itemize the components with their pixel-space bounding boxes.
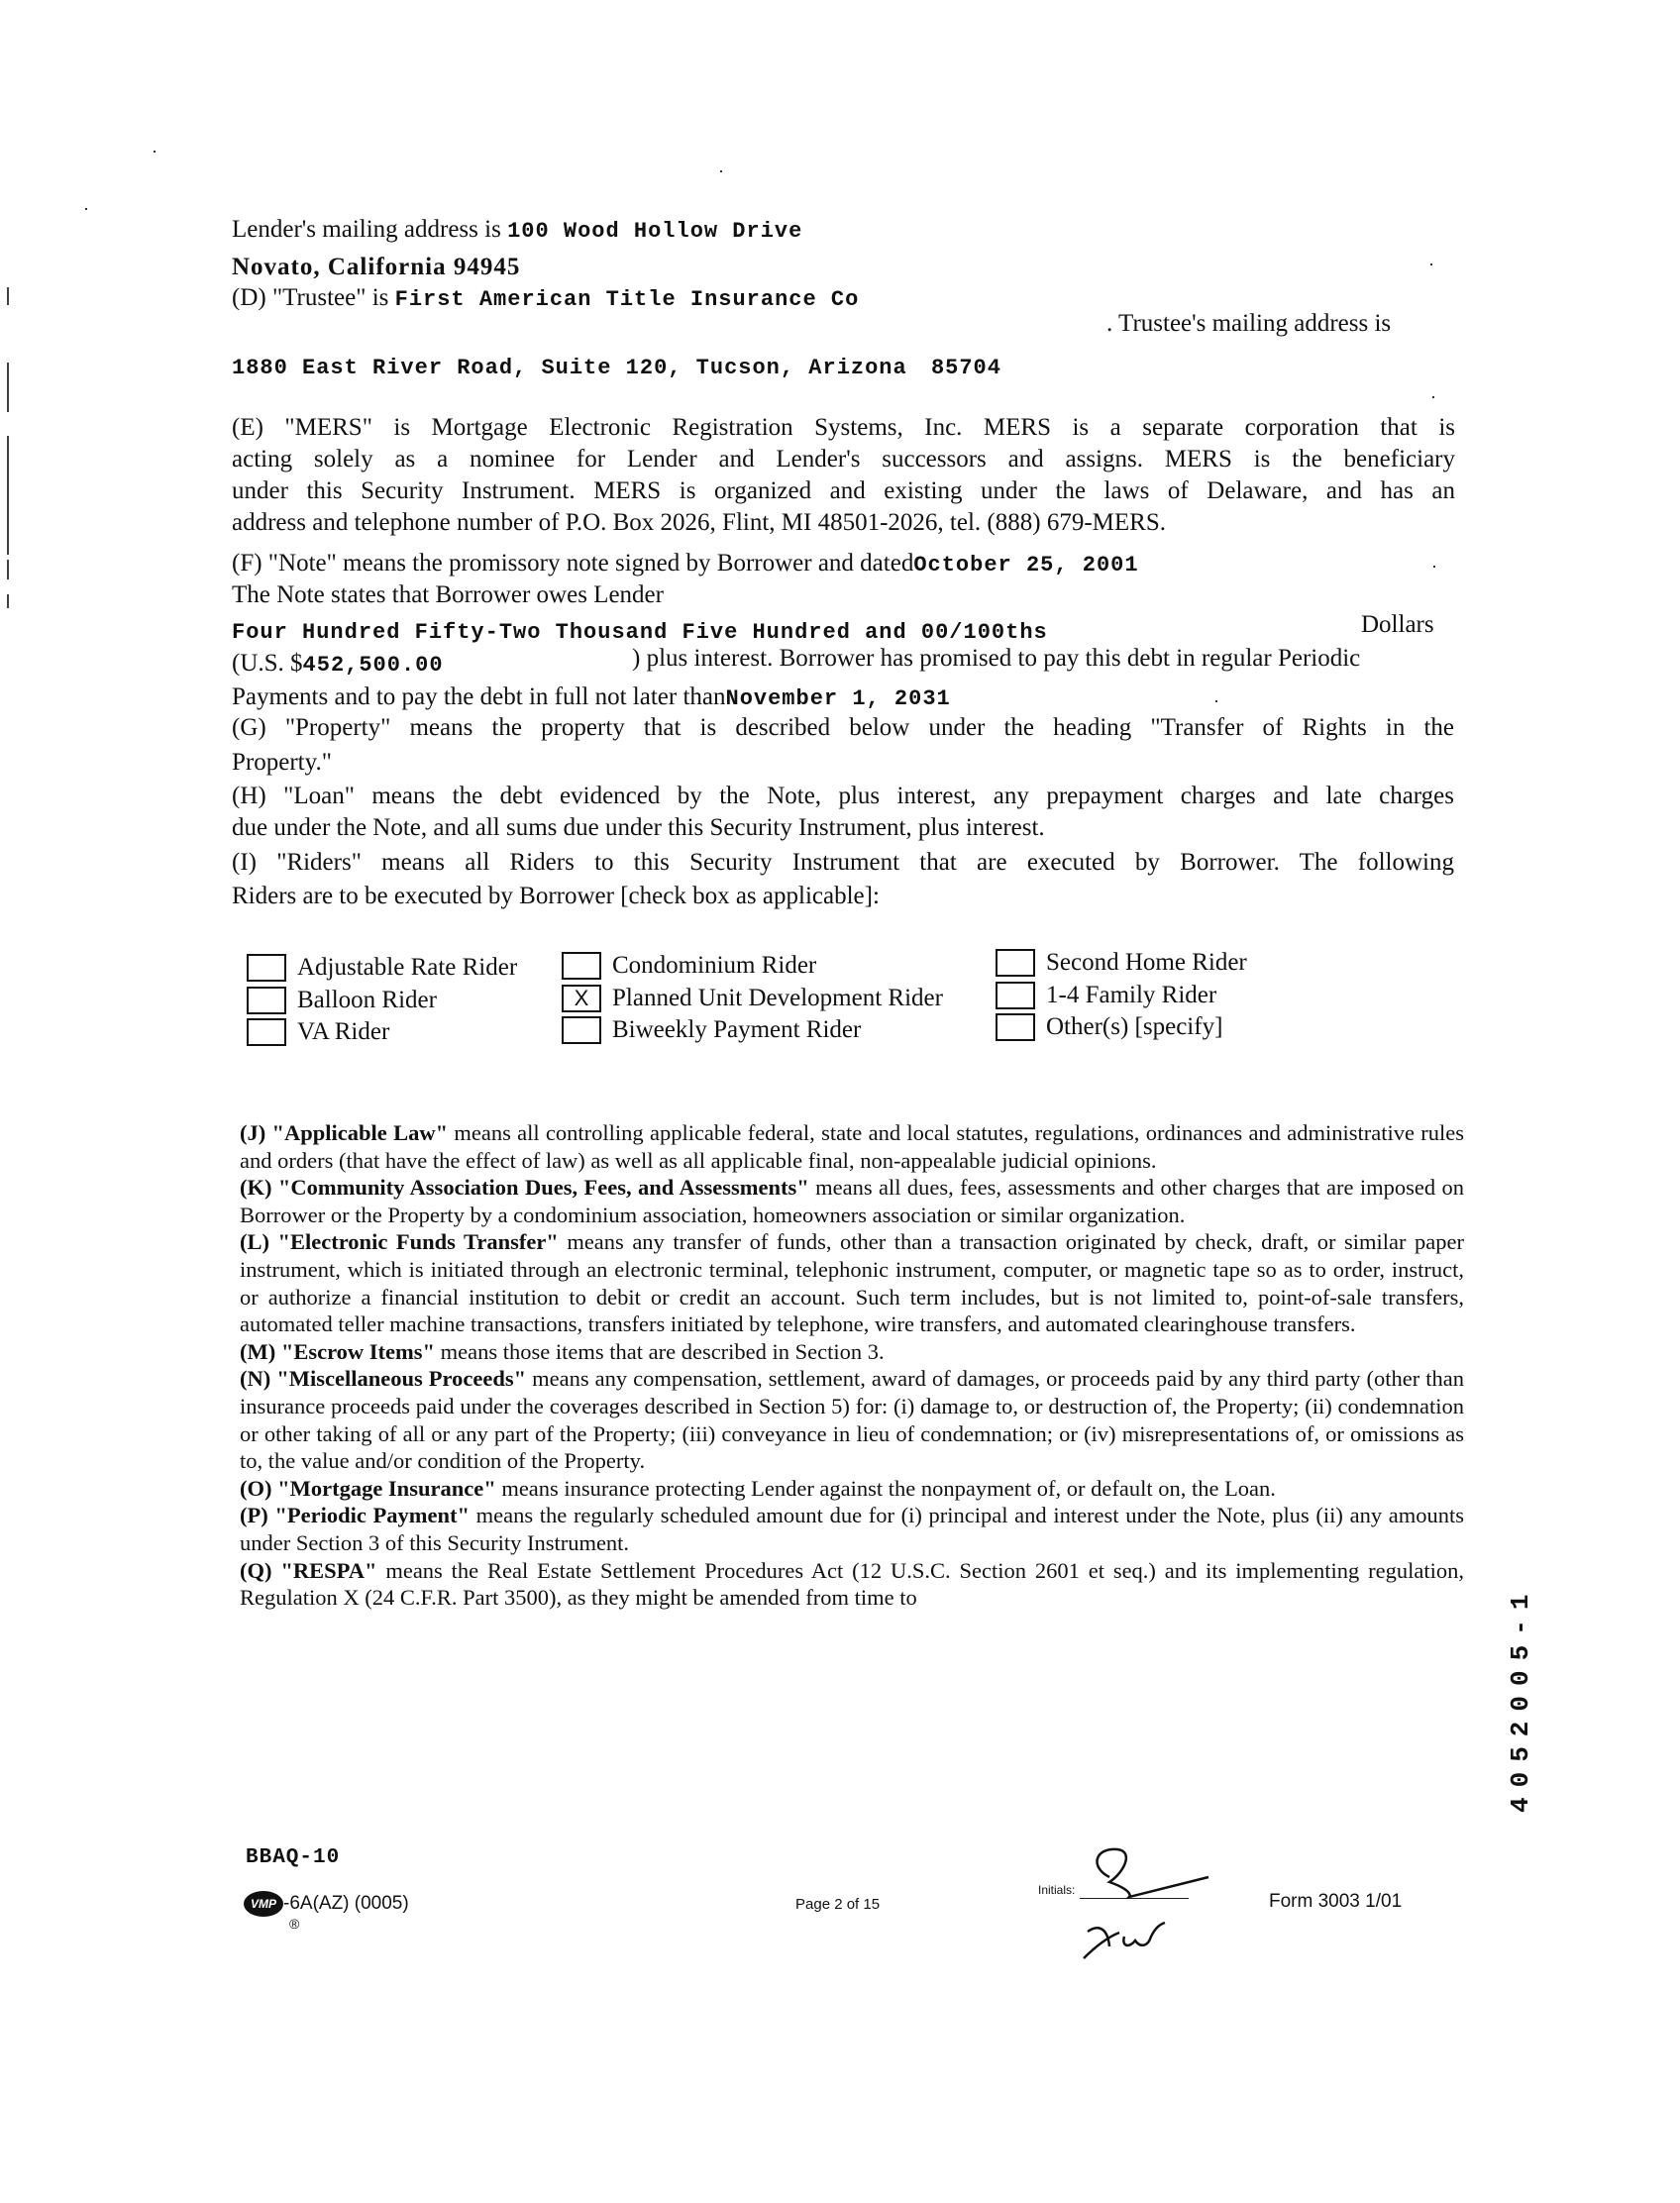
riders-line-2: Riders are to be executed by Borrower [check box as applicable]: bbox=[232, 883, 880, 909]
checkbox-second-home-rider[interactable] bbox=[996, 949, 1035, 977]
trustee-address: 1880 East River Road, Suite 120, Tucson, Arizona bbox=[232, 356, 907, 380]
lender-address-line1: 100 Wood Hollow Drive bbox=[507, 219, 803, 244]
footer-page-number: Page 2 of 15 bbox=[795, 1896, 881, 1913]
definition-text: means the regularly scheduled amount due for (i) principal and interest under the Note, plus (ii) any amounts under Section 3 of this Security Instrument. bbox=[240, 1503, 1464, 1555]
label-other-rider: Other(s) [specify] bbox=[1046, 1013, 1223, 1040]
definition-text: means all dues, fees, assessments and other charges that are imposed on Borrower or the Property by a condominium association, homeowners association or similar organization. bbox=[240, 1175, 1464, 1227]
definition-periodic-payment bbox=[240, 1502, 1464, 1556]
definition-community-association-dues bbox=[240, 1174, 1464, 1228]
lender-address-line bbox=[232, 216, 802, 244]
note-us-prefix: (U.S. $ bbox=[232, 650, 303, 677]
definition-term: (O) "Mortgage Insurance" bbox=[240, 1475, 496, 1501]
footer-form-number: Form 3003 1/01 bbox=[1269, 1891, 1403, 1912]
definition-miscellaneous-proceeds bbox=[240, 1365, 1464, 1474]
vmp-logo bbox=[244, 1891, 283, 1917]
label-1-4-family-rider: 1-4 Family Rider bbox=[1046, 982, 1217, 1008]
checkbox-va-rider[interactable] bbox=[247, 1018, 286, 1046]
label-pud-rider: Planned Unit Development Rider bbox=[612, 985, 943, 1011]
checkbox-balloon-rider[interactable] bbox=[247, 987, 286, 1014]
trustee-name: First American Title Insurance Co bbox=[394, 287, 860, 312]
definition-text: means any transfer of funds, other than a transaction originated by check, draft, or similar paper instrument, which is initiated through an electronic terminal, telephonic instrument, computer, or magnetic tape so as to order, instruct, or authorize a financial institution to debit or credit an account. Such term includes, but is not limited to, point-of-sale transfers, automated teller machine transactions, transfers initiated by telephone, wire transfers, and automated clearinghouse transfers. bbox=[240, 1229, 1464, 1337]
property-line-2: Property." bbox=[232, 749, 332, 776]
definition-text: means any compensation, settlement, award of damages, or proceeds paid by any third party (other than insurance proceeds paid under the coverages described in Section 5) for: (i) damage to, or destruction of, the Property; (ii) condemnation or other taking of all or any part of the Property; (iii) conveyance in lieu of condemnation; or (iv) misrepresentations of, or omissions as to, the value and/or condition of the Property. bbox=[240, 1366, 1464, 1474]
definition-term: (Q) "RESPA" bbox=[240, 1557, 377, 1583]
lender-address-line2: Novato, California 94945 bbox=[232, 254, 521, 280]
footer-initials-label: Initials: bbox=[1038, 1883, 1076, 1897]
property-line-1: (G) "Property" means the property that is described below under the heading "Transfer of Rights in the bbox=[232, 714, 1454, 741]
definition-applicable-law bbox=[240, 1119, 1464, 1174]
scan-edge-mark bbox=[7, 594, 9, 608]
riders-line-1: (I) "Riders" means all Riders to this Security Instrument that are executed by Borrower. The following bbox=[232, 849, 1454, 876]
mers-line-4: address and telephone number of P.O. Box 2026, Flint, MI 48501-2026, tel. (888) 679-MERS. bbox=[232, 509, 1166, 536]
scan-edge-mark bbox=[7, 287, 9, 305]
label-biweekly-payment-rider: Biweekly Payment Rider bbox=[612, 1016, 862, 1043]
side-stamp: 4052005-1 bbox=[1506, 1584, 1535, 1813]
label-second-home-rider: Second Home Rider bbox=[1046, 949, 1247, 976]
note-amount-words-line bbox=[232, 617, 1048, 645]
note-amount: 452,500.00 bbox=[302, 653, 444, 678]
note-prefix: (F) "Note" means the promissory note signed by Borrower and dated bbox=[232, 550, 914, 577]
label-va-rider: VA Rider bbox=[297, 1018, 390, 1045]
scan-speck bbox=[1215, 700, 1217, 702]
definition-escrow-items bbox=[240, 1338, 1464, 1366]
note-payments-prefix: Payments and to pay the debt in full not later than bbox=[232, 683, 726, 710]
label-balloon-rider: Balloon Rider bbox=[297, 987, 437, 1013]
label-condominium-rider: Condominium Rider bbox=[612, 952, 817, 979]
scan-speck bbox=[1433, 566, 1435, 568]
checkbox-adjustable-rate-rider[interactable] bbox=[247, 954, 286, 982]
scan-edge-mark bbox=[7, 363, 9, 412]
checkbox-condominium-rider[interactable] bbox=[562, 952, 601, 980]
handwritten-initials-signature bbox=[1070, 1837, 1248, 1976]
definition-respa bbox=[240, 1557, 1464, 1612]
definition-text: means insurance protecting Lender against the nonpayment of, or default on, the Loan. bbox=[495, 1475, 1276, 1501]
lender-address-label: Lender's mailing address is bbox=[232, 216, 501, 243]
loan-line-1: (H) "Loan" means the debt evidenced by the Note, plus interest, any prepayment charges and late charges bbox=[232, 783, 1454, 809]
trustee-mailing-label: . Trustee's mailing address is bbox=[1106, 310, 1392, 337]
definition-text: means all controlling applicable federal, state and local statutes, regulations, ordinances and administrative rules and orders (that have the effect of law) as well as all applicable final, non-appealable judicial opinions. bbox=[240, 1120, 1464, 1173]
footer-form-code: -6A(AZ) (0005) bbox=[283, 1893, 409, 1914]
scan-speck bbox=[1430, 263, 1432, 265]
note-payments-line bbox=[232, 683, 951, 711]
note-owes-line: The Note states that Borrower owes Lender bbox=[232, 581, 664, 608]
scan-speck bbox=[154, 151, 156, 153]
note-plus-interest: ) plus interest. Borrower has promised to pay this debt in regular Periodic bbox=[632, 645, 1361, 672]
definition-mortgage-insurance bbox=[240, 1475, 1464, 1503]
vmp-logo-text: VMP bbox=[250, 1897, 276, 1911]
checkbox-biweekly-payment-rider[interactable] bbox=[562, 1016, 601, 1044]
definition-term: (K) "Community Association Dues, Fees, and Assessments" bbox=[240, 1175, 809, 1201]
trustee-zip: 85704 bbox=[930, 356, 1001, 380]
footer-doc-code: BBAQ-10 bbox=[246, 1846, 341, 1869]
scan-edge-mark bbox=[7, 436, 9, 555]
definitions-block bbox=[240, 1119, 1464, 1612]
scan-speck bbox=[85, 208, 87, 210]
note-amount-words: Four Hundred Fifty-Two Thousand Five Hundred and 00/100ths bbox=[232, 620, 1048, 645]
checkbox-1-4-family-rider[interactable] bbox=[996, 982, 1035, 1009]
loan-line-2: due under the Note, and all sums due under this Security Instrument, plus interest. bbox=[232, 814, 1045, 841]
note-amount-line bbox=[232, 650, 444, 678]
label-adjustable-rate-rider: Adjustable Rate Rider bbox=[297, 954, 518, 981]
definition-term: (M) "Escrow Items" bbox=[240, 1338, 436, 1364]
mers-line-2: acting solely as a nominee for Lender and Lender's successors and assigns. MERS is the beneficiary bbox=[232, 446, 1455, 472]
definition-text: means those items that are described in Section 3. bbox=[435, 1338, 885, 1364]
trustee-label: (D) "Trustee" is bbox=[232, 284, 389, 311]
mers-line-3: under this Security Instrument. MERS is organized and existing under the laws of Delaware, and has an bbox=[232, 477, 1455, 504]
definition-term: (L) "Electronic Funds Transfer" bbox=[240, 1229, 559, 1255]
definition-term: (N) "Miscellaneous Proceeds" bbox=[240, 1366, 527, 1392]
definition-term: (J) "Applicable Law" bbox=[240, 1120, 449, 1145]
note-dated-line bbox=[232, 550, 1139, 577]
checkbox-pud-rider[interactable]: X bbox=[562, 985, 601, 1012]
trustee-address-line bbox=[232, 353, 1001, 380]
scan-speck bbox=[720, 170, 722, 172]
definition-text: means the Real Estate Settlement Procedures Act (12 U.S.C. Section 2601 et seq.) and its implementing regulation, Regulation X (24 C.F.R. Part 3500), as they might be amended from time to bbox=[240, 1557, 1465, 1611]
scan-edge-mark bbox=[7, 560, 9, 579]
footer-registered-mark: ® bbox=[289, 1916, 300, 1932]
definition-electronic-funds-transfer bbox=[240, 1228, 1464, 1337]
note-dollars-label: Dollars bbox=[1361, 611, 1434, 638]
scan-speck bbox=[1432, 396, 1434, 398]
note-date: October 25, 2001 bbox=[913, 553, 1139, 577]
trustee-line bbox=[232, 284, 859, 312]
definition-term: (P) "Periodic Payment" bbox=[240, 1503, 470, 1528]
note-maturity-date: November 1, 2031 bbox=[725, 686, 951, 711]
checkbox-other-rider[interactable] bbox=[996, 1013, 1035, 1041]
mers-line-1: (E) "MERS" is Mortgage Electronic Registration Systems, Inc. MERS is a separate corporation that is bbox=[232, 414, 1455, 441]
